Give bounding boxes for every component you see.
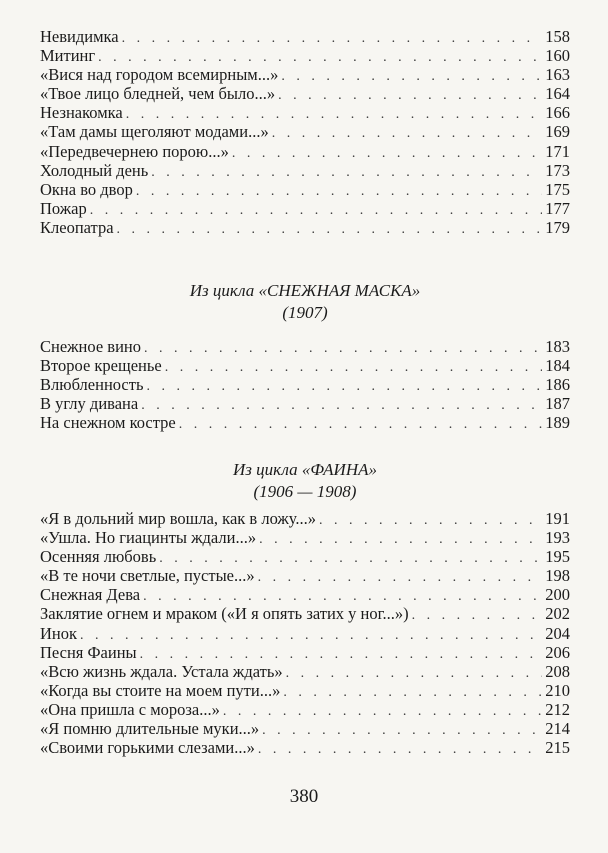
entry-page: 215 <box>545 738 570 758</box>
toc-entry <box>40 528 570 547</box>
dot-leader <box>278 86 542 105</box>
toc-entry <box>40 218 570 237</box>
toc-entry <box>40 180 570 199</box>
dot-leader <box>286 664 543 683</box>
entry-page: 191 <box>545 509 570 528</box>
entry-title: Невидимка <box>40 27 119 46</box>
toc-entry <box>40 199 570 218</box>
entry-page: 163 <box>545 65 570 85</box>
dot-leader <box>262 721 542 740</box>
dot-leader <box>258 740 542 759</box>
dot-leader <box>165 358 543 377</box>
entry-title: Пожар <box>40 198 87 218</box>
toc-entry <box>40 161 570 180</box>
toc-section-snow-mask <box>40 337 570 432</box>
entry-title: Митинг <box>40 46 96 66</box>
entry-title: Окна во двор <box>40 179 133 199</box>
entry-page: 208 <box>545 661 570 681</box>
entry-page: 189 <box>545 413 570 433</box>
toc-entry <box>40 356 570 375</box>
dot-leader <box>141 396 542 415</box>
entry-title: «В те ночи светлые, пустые...» <box>40 566 255 586</box>
entry-title: «Когда вы стоите на моем пути...» <box>40 680 281 700</box>
toc-entry <box>40 624 570 643</box>
entry-title: «Своими горькими слезами...» <box>40 738 255 758</box>
dot-leader <box>281 67 542 86</box>
toc-entry <box>40 719 570 738</box>
dot-leader <box>136 182 542 201</box>
dot-leader <box>223 702 542 721</box>
entry-title: «Я в дольний мир вошла, как в ложу...» <box>40 509 317 528</box>
entry-title: Снежное вино <box>40 337 141 356</box>
entry-page: 166 <box>545 103 570 123</box>
section-year: (1906 — 1908) <box>253 482 357 501</box>
dot-leader <box>272 124 543 143</box>
entry-title: Инок <box>40 623 78 643</box>
entry-page: 169 <box>545 122 570 142</box>
dot-leader <box>147 377 543 396</box>
entry-page: 158 <box>545 27 570 46</box>
toc-section-faina <box>40 509 570 757</box>
dot-leader <box>179 415 543 434</box>
toc-entry <box>40 46 570 65</box>
entry-page: 212 <box>545 699 570 719</box>
entry-title: Клеопатра <box>40 217 114 237</box>
toc-entry <box>40 643 570 662</box>
section-year: (1907) <box>282 303 328 322</box>
toc-entry <box>40 122 570 141</box>
entry-title: Песня Фаины <box>40 642 137 662</box>
entry-page: 200 <box>545 585 570 605</box>
entry-page: 202 <box>545 604 570 624</box>
dot-leader <box>283 683 542 702</box>
entry-title: Снежная Дева <box>40 585 141 605</box>
entry-page: 160 <box>545 46 570 66</box>
entry-page: 179 <box>545 217 570 237</box>
entry-title: «Передвечернею порою...» <box>40 141 229 161</box>
dot-leader <box>259 530 542 549</box>
entry-page: 206 <box>545 642 570 662</box>
entry-title: «Всю жизнь ждала. Устала ждать» <box>40 661 283 681</box>
toc-entry <box>40 509 570 528</box>
entry-title: Осенняя любовь <box>40 547 157 567</box>
entry-title: «Я помню длительные муки...» <box>40 719 260 739</box>
dot-leader <box>122 29 543 48</box>
toc-entry <box>40 84 570 103</box>
toc-entry <box>40 103 570 122</box>
entry-title: Незнакомка <box>40 103 123 123</box>
dot-leader <box>319 511 542 530</box>
toc-section-main <box>40 27 570 237</box>
toc-entry <box>40 65 570 84</box>
entry-page: 214 <box>545 719 570 739</box>
entry-page: 164 <box>545 84 570 104</box>
toc-entry <box>40 375 570 394</box>
toc-entry <box>40 585 570 604</box>
section-heading: Из цикла «ФАИНА» <box>233 460 377 479</box>
entry-title: «Твое лицо бледней, чем было...» <box>40 84 276 104</box>
toc-entry <box>40 681 570 700</box>
section-heading: Из цикла «СНЕЖНАЯ МАСКА» <box>189 281 421 300</box>
entry-title: «Там дамы щеголяют модами...» <box>40 122 269 142</box>
page-number: 380 <box>289 786 319 807</box>
entry-page: 177 <box>545 198 570 218</box>
entry-page: 175 <box>545 179 570 199</box>
dot-leader <box>232 144 542 163</box>
toc-entry <box>40 413 570 432</box>
entry-page: 193 <box>545 528 570 548</box>
dot-leader <box>258 568 543 587</box>
entry-title: «Она пришла с мороза...» <box>40 699 220 719</box>
entry-title: «Ушла. Но гиацинты ждали...» <box>40 528 257 548</box>
entry-title: Холодный день <box>40 160 149 180</box>
dot-leader <box>90 201 543 220</box>
toc-entry <box>40 738 570 757</box>
entry-title: Второе крещенье <box>40 356 162 376</box>
entry-page: 184 <box>545 356 570 376</box>
toc-entry <box>40 604 570 623</box>
entry-page: 204 <box>545 623 570 643</box>
entry-page: 198 <box>545 566 570 586</box>
entry-title: Влюбленность <box>40 375 144 395</box>
dot-leader <box>144 339 542 358</box>
entry-page: 195 <box>545 547 570 567</box>
dot-leader <box>151 163 542 182</box>
entry-title: В углу дивана <box>40 394 139 414</box>
toc-entry <box>40 337 570 356</box>
entry-page: 173 <box>545 160 570 180</box>
toc-entry <box>40 27 570 46</box>
toc-entry <box>40 662 570 681</box>
entry-page: 187 <box>545 394 570 414</box>
toc-entry <box>40 566 570 585</box>
entry-page: 171 <box>545 141 570 161</box>
toc-entry <box>40 142 570 161</box>
entry-title: «Вися над городом всемирным...» <box>40 65 279 85</box>
dot-leader <box>80 626 542 645</box>
dot-leader <box>117 220 543 239</box>
entry-title: На снежном костре <box>40 413 176 433</box>
entry-page: 183 <box>545 337 570 356</box>
entry-page: 210 <box>545 680 570 700</box>
dot-leader <box>412 606 543 625</box>
entry-title: Заклятие огнем и мраком («И я опять затих у ног...») <box>40 604 409 624</box>
toc-entry <box>40 547 570 566</box>
entry-page: 186 <box>545 375 570 395</box>
toc-entry <box>40 394 570 413</box>
toc-entry <box>40 700 570 719</box>
